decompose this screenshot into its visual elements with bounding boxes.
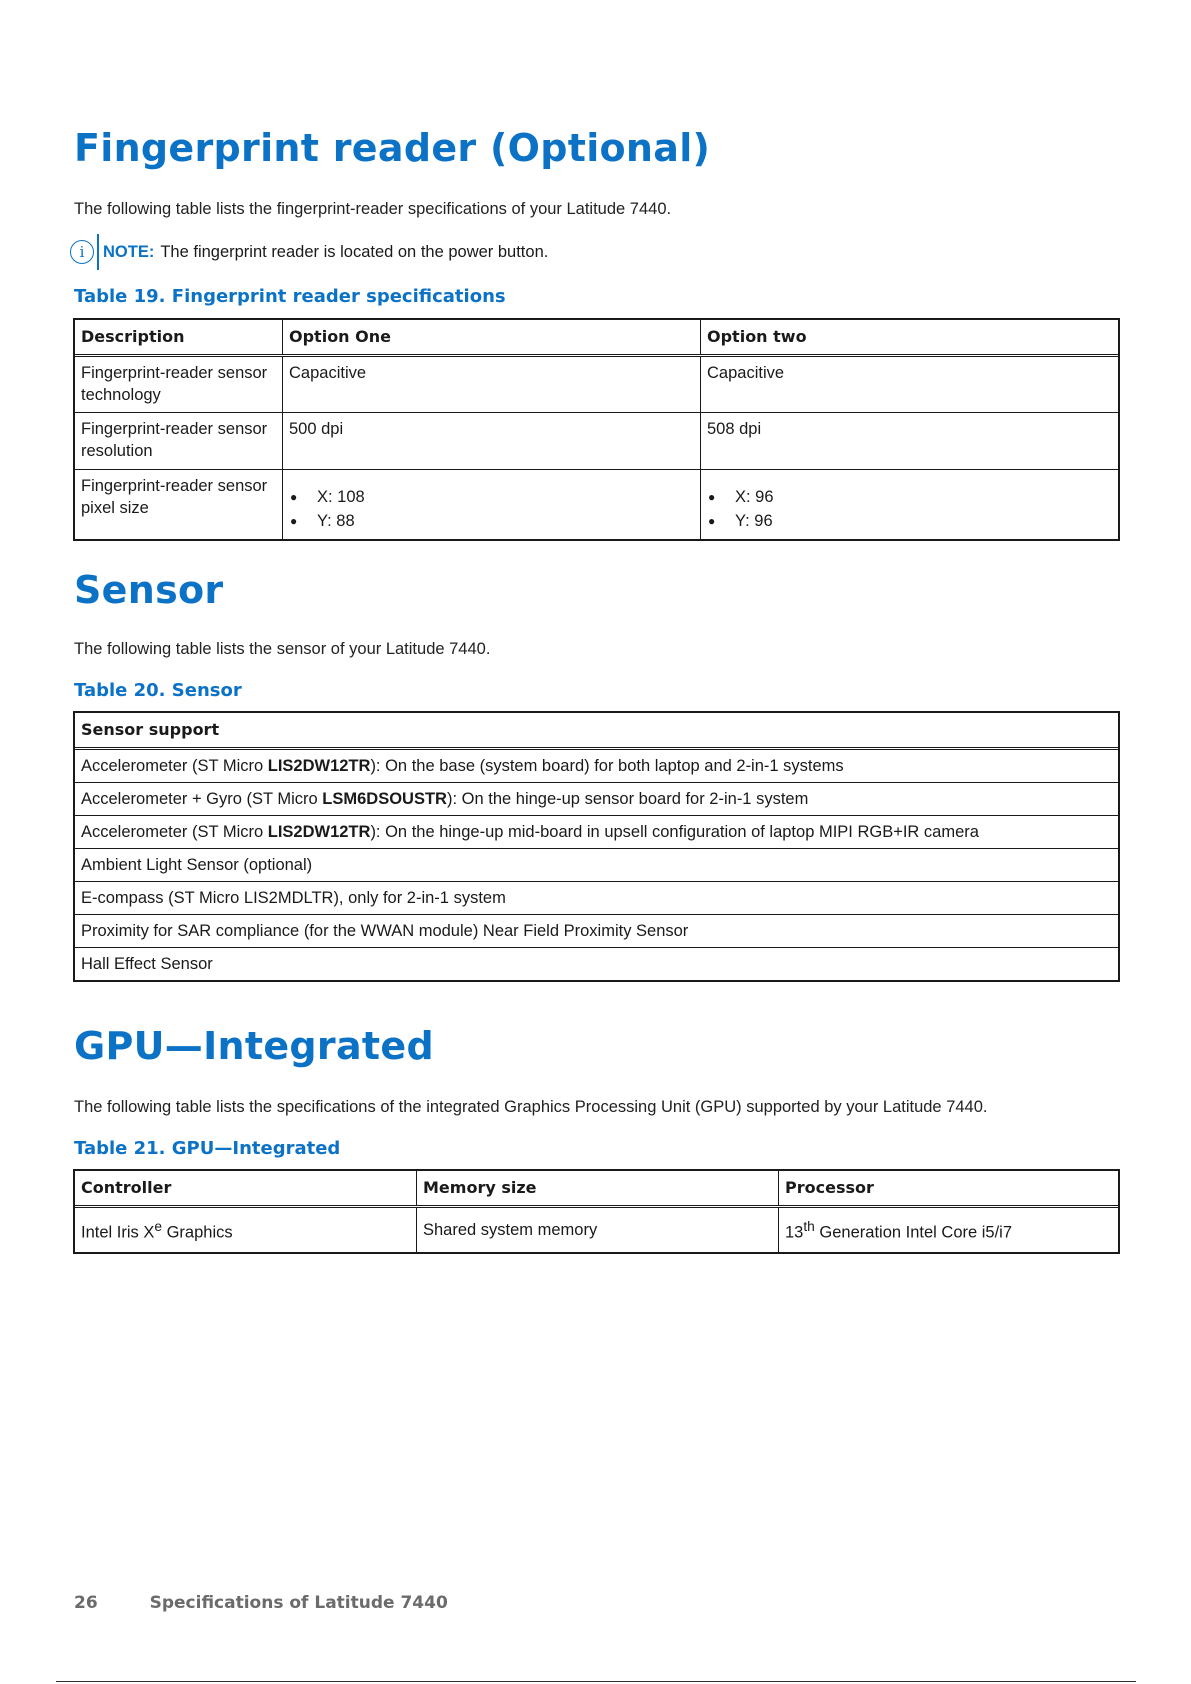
sensor-cell xyxy=(75,816,1119,849)
table-row xyxy=(75,413,1119,470)
option-two-value: 508 dpi xyxy=(701,413,1119,470)
gpu-intro: The following table lists the specifications of the integrated Graphics Processing Unit (GPU) supported by your Latitude 7440. xyxy=(74,1098,988,1116)
processor-cell xyxy=(779,1207,1119,1253)
table-header-row xyxy=(75,1171,1119,1207)
sensor-text: Accelerometer (ST Micro xyxy=(81,823,268,841)
list-item: ● X: 96 xyxy=(707,485,1112,509)
processor-text: 13 xyxy=(785,1223,804,1242)
option-one-value: Capacitive xyxy=(283,356,701,413)
page-footer xyxy=(74,1593,448,1613)
table21-caption: Table 21. GPU—Integrated xyxy=(74,1138,341,1159)
memory-cell: Shared system memory xyxy=(417,1207,779,1253)
sensor-text: ): On the base (system board) for both laptop and 2-in-1 systems xyxy=(370,757,844,775)
sensor-cell xyxy=(75,783,1119,816)
header-sensor-support: Sensor support xyxy=(75,713,1119,749)
bullet-list xyxy=(289,485,694,533)
sensor-cell: Proximity for SAR compliance (for the WWAN module) Near Field Proximity Sensor xyxy=(75,915,1119,948)
info-icon: i xyxy=(70,240,94,264)
table-row xyxy=(75,470,1119,540)
header-processor: Processor xyxy=(779,1171,1119,1207)
sensor-text: Accelerometer + Gyro (ST Micro xyxy=(81,790,323,808)
row-label: Fingerprint-reader sensor pixel size xyxy=(75,470,283,540)
footer-rule xyxy=(56,1681,1136,1682)
option-two-value xyxy=(701,470,1119,540)
sensor-cell xyxy=(75,749,1119,783)
sensor-table xyxy=(74,712,1119,981)
gpu-heading: GPU—Integrated xyxy=(74,1024,434,1068)
sensor-cell: Ambient Light Sensor (optional) xyxy=(75,849,1119,882)
gpu-table xyxy=(74,1170,1119,1253)
sensor-cell: Hall Effect Sensor xyxy=(75,948,1119,981)
table-row xyxy=(75,882,1119,915)
table-row xyxy=(75,816,1119,849)
fingerprint-heading: Fingerprint reader (Optional) xyxy=(74,126,711,170)
option-two-value: Capacitive xyxy=(701,356,1119,413)
header-option-two: Option two xyxy=(701,320,1119,356)
table-header-row xyxy=(75,713,1119,749)
sensor-text: ): On the hinge-up mid-board in upsell configuration of laptop MIPI RGB+IR camera xyxy=(370,823,979,841)
bullet-list xyxy=(707,485,1112,533)
table-row xyxy=(75,749,1119,783)
header-option-one: Option One xyxy=(283,320,701,356)
table19-caption: Table 19. Fingerprint reader specifications xyxy=(74,286,506,307)
row-label: Fingerprint-reader sensor resolution xyxy=(75,413,283,470)
sensor-text: Accelerometer (ST Micro xyxy=(81,757,268,775)
footer-section-title: Specifications of Latitude 7440 xyxy=(149,1593,448,1613)
header-controller: Controller xyxy=(75,1171,417,1207)
controller-text: Graphics xyxy=(162,1223,233,1242)
controller-sup: e xyxy=(154,1219,163,1235)
fingerprint-table xyxy=(74,319,1119,540)
header-memory-size: Memory size xyxy=(417,1171,779,1207)
row-label: Fingerprint-reader sensor technology xyxy=(75,356,283,413)
page-number: 26 xyxy=(74,1593,98,1613)
table20-caption: Table 20. Sensor xyxy=(74,680,242,701)
sensor-part-number: LIS2DW12TR xyxy=(267,757,371,775)
controller-text: Intel Iris X xyxy=(81,1223,155,1242)
sensor-cell: E-compass (ST Micro LIS2MDLTR), only for 2-in-1 system xyxy=(75,882,1119,915)
table-row xyxy=(75,849,1119,882)
note xyxy=(70,234,548,270)
header-description: Description xyxy=(75,320,283,356)
sensor-heading: Sensor xyxy=(74,568,224,612)
table-row xyxy=(75,948,1119,981)
processor-sup: th xyxy=(803,1219,815,1235)
option-one-value: 500 dpi xyxy=(283,413,701,470)
list-item: ● Y: 88 xyxy=(289,509,694,533)
table-header-row xyxy=(75,320,1119,356)
sensor-intro: The following table lists the sensor of your Latitude 7440. xyxy=(74,640,491,658)
table-row xyxy=(75,783,1119,816)
table-row xyxy=(75,356,1119,413)
list-item: ● X: 108 xyxy=(289,485,694,509)
option-one-value xyxy=(283,470,701,540)
note-label: NOTE: xyxy=(103,242,155,261)
sensor-part-number: LIS2DW12TR xyxy=(267,823,371,841)
note-divider xyxy=(97,234,99,270)
sensor-part-number: LSM6DSOUSTR xyxy=(322,790,447,808)
list-item: ● Y: 96 xyxy=(707,509,1112,533)
controller-cell xyxy=(75,1207,417,1253)
table-row xyxy=(75,915,1119,948)
table-row xyxy=(75,1207,1119,1253)
fingerprint-intro: The following table lists the fingerprint-reader specifications of your Latitude 7440. xyxy=(74,200,672,218)
note-text: The fingerprint reader is located on the power button. xyxy=(160,242,549,261)
processor-text: Generation Intel Core i5/i7 xyxy=(814,1223,1013,1242)
sensor-text: ): On the hinge-up sensor board for 2-in-1 system xyxy=(446,790,809,808)
